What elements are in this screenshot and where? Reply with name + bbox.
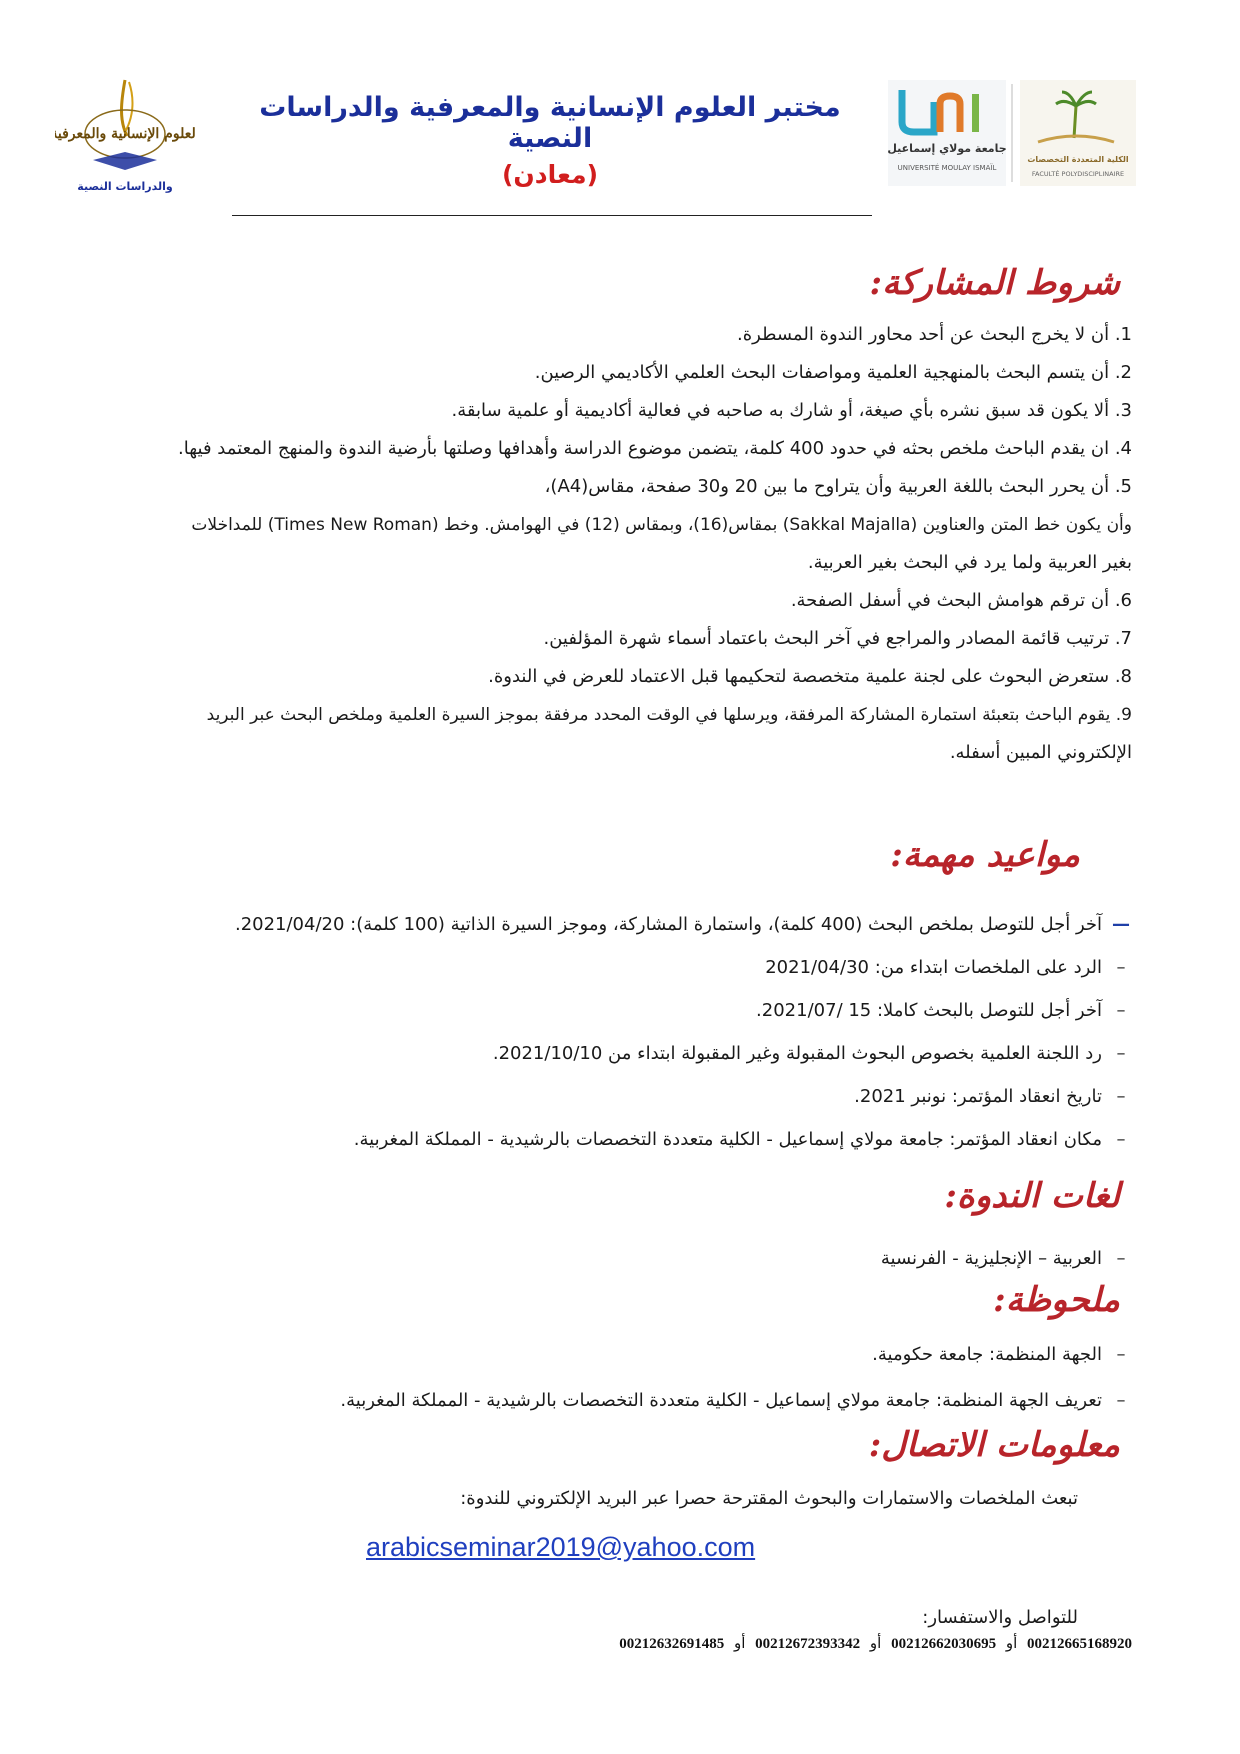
date-item-text: الرد على الملخصات ابتداء من: 2021/04/30 bbox=[765, 957, 1102, 978]
condition-item: 7. ترتيب قائمة المصادر والمراجع في آخر البحث باعتماد أسماء شهرة المؤلفين. bbox=[543, 628, 1132, 649]
logo-uni-fr: UNIVERSITÉ MOULAY ISMAÏL bbox=[897, 164, 997, 172]
phone-separator: أو bbox=[733, 1636, 746, 1652]
phone-number: 00212632691485 bbox=[619, 1636, 725, 1652]
dash-bullet-icon: — bbox=[1112, 914, 1130, 935]
dates-heading: مواعيد مهمة: bbox=[890, 835, 1080, 875]
date-item-text: تاريخ انعقاد المؤتمر: نونبر 2021. bbox=[854, 1086, 1102, 1107]
condition-item: بغير العربية ولما يرد في البحث بغير العربية. bbox=[807, 552, 1132, 573]
contact-email-link[interactable]: arabicseminar2019@yahoo.com bbox=[366, 1532, 756, 1562]
note-heading: ملحوظة: bbox=[993, 1280, 1120, 1320]
lab-title: مختبر العلوم الإنسانية والمعرفية والدراسات النصية bbox=[259, 92, 841, 154]
dash-bullet-icon: – bbox=[1116, 1000, 1126, 1021]
contact-intro: تبعث الملخصات والاستمارات والبحوث المقترحة حصرا عبر البريد الإلكتروني للندوة: bbox=[460, 1488, 1078, 1509]
date-item bbox=[854, 1085, 1140, 1109]
dash-bullet-icon: – bbox=[1116, 1129, 1126, 1150]
phone-separator: أو bbox=[869, 1636, 882, 1652]
date-item bbox=[493, 1042, 1140, 1066]
languages-heading: لغات الندوة: bbox=[944, 1176, 1120, 1216]
condition-item: 1. أن لا يخرج البحث عن أحد محاور الندوة المسطرة. bbox=[737, 324, 1132, 345]
note-item bbox=[340, 1389, 1140, 1413]
date-item bbox=[354, 1128, 1140, 1152]
logo-left-caption: والدراسات النصية bbox=[77, 180, 173, 193]
note-item bbox=[872, 1343, 1140, 1367]
inquiry-label: للتواصل والاستفسار: bbox=[922, 1607, 1078, 1628]
dash-bullet-icon: – bbox=[1116, 1248, 1126, 1269]
logo-left-main-text: العلوم الإنسانية والمعرفية bbox=[55, 126, 195, 142]
logo-fac-ar: الكلية المتعددة التخصصات bbox=[1027, 155, 1129, 164]
phone-number: 00212665168920 bbox=[1027, 1636, 1132, 1652]
dash-bullet-icon: – bbox=[1116, 957, 1126, 978]
condition-item: 5. أن يحرر البحث باللغة العربية وأن يتراوح ما بين 20 و30 صفحة، مقاس(A4)، bbox=[544, 476, 1132, 497]
condition-item: الإلكتروني المبين أسفله. bbox=[949, 742, 1132, 763]
condition-item: وأن يكون خط المتن والعناوين (Sakkal Majalla) بمقاس(16)، وبمقاس (12) في الهوامش. وخط (Times New Roman) للمداخلات bbox=[191, 515, 1132, 535]
condition-item: 3. ألا يكون قد سبق نشره بأي صيغة، أو شارك به صاحبه في فعالية أكاديمية أو علمية سابقة. bbox=[451, 400, 1132, 421]
date-item-text: آخر أجل للتوصل بالبحث كاملا: 15 /2021/07. bbox=[756, 1000, 1102, 1021]
note-item-text: تعريف الجهة المنظمة: جامعة مولاي إسماعيل - الكلية متعددة التخصصات بالرشيدية - المملكة المغربية. bbox=[340, 1390, 1102, 1411]
university-logos bbox=[888, 80, 1136, 186]
date-item-text: رد اللجنة العلمية بخصوص البحوث المقبولة وغير المقبولة ابتداء من 2021/10/10. bbox=[492, 1043, 1102, 1064]
dash-bullet-icon: – bbox=[1116, 1086, 1126, 1107]
date-item bbox=[765, 956, 1140, 980]
header-divider bbox=[232, 215, 872, 216]
condition-item: 6. أن ترقم هوامش البحث في أسفل الصفحة. bbox=[790, 590, 1132, 611]
logo-uni-ar: جامعة مولاي إسماعيل bbox=[888, 142, 1007, 155]
contact-heading: معلومات الاتصال: bbox=[868, 1425, 1120, 1465]
phone-number: 00212672393342 bbox=[755, 1636, 861, 1652]
phone-number: 00212662030695 bbox=[891, 1636, 997, 1652]
date-item bbox=[756, 999, 1140, 1023]
condition-item: 2. أن يتسم البحث بالمنهجية العلمية ومواصفات البحث العلمي الأكاديمي الرصين. bbox=[534, 362, 1132, 383]
date-item bbox=[235, 913, 1140, 937]
language-item-text: العربية – الإنجليزية - الفرنسية bbox=[880, 1248, 1102, 1269]
condition-item: 9. يقوم الباحث بتعبئة استمارة المشاركة المرفقة، ويرسلها في الوقت المحدد مرفقة بموجز السيرة العلمية وملخص البحث عبر البريد bbox=[206, 705, 1132, 725]
language-item bbox=[881, 1247, 1140, 1271]
conditions-heading: شروط المشاركة: bbox=[869, 263, 1120, 303]
lab-logo bbox=[55, 72, 195, 202]
dash-bullet-icon: – bbox=[1116, 1390, 1126, 1411]
date-item-text: مكان انعقاد المؤتمر: جامعة مولاي إسماعيل - الكلية متعددة التخصصات بالرشيدية - المملكة المغربية. bbox=[353, 1129, 1102, 1150]
phone-separator: أو bbox=[1005, 1636, 1018, 1652]
dash-bullet-icon: – bbox=[1116, 1344, 1126, 1365]
phone-list bbox=[619, 1634, 1132, 1653]
condition-item: 4. ان يقدم الباحث ملخص بحثه في حدود 400 كلمة، يتضمن موضوع الدراسة وأهدافها وصلتها بأرضية الندوة والمنهج المعتمد فيها. bbox=[178, 438, 1132, 459]
condition-item: 8. ستعرض البحوث على لجنة علمية متخصصة لتحكيمها قبل الاعتماد للعرض في الندوة. bbox=[488, 666, 1132, 687]
logo-fac-fr: FACULTÉ POLYDISCIPLINAIRE bbox=[1031, 170, 1125, 178]
note-item-text: الجهة المنظمة: جامعة حكومية. bbox=[872, 1344, 1102, 1365]
date-item-text: آخر أجل للتوصل بملخص البحث (400 كلمة)، واستمارة المشاركة، وموجز السيرة الذاتية (100 كلمة): 2021/04/20. bbox=[234, 914, 1102, 935]
lab-subtitle: (معادن) bbox=[502, 160, 598, 189]
dash-bullet-icon: – bbox=[1116, 1043, 1126, 1064]
